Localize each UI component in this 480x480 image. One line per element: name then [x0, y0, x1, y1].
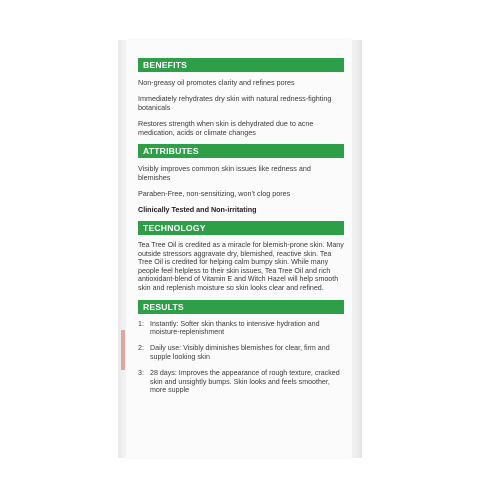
benefit-item: Immediately rehydrates dry skin with natural redness-fighting botanicals — [138, 94, 332, 112]
result-text: 28 days: Improves the appearance of rough texture, cracked skin and unsightly bumps. Skin looks and feels smoother, more supple — [150, 368, 340, 395]
benefit-item: Restores strength when skin is dehydrated due to acne medication, acids or climate changes — [138, 119, 314, 137]
benefit-item: Non-greasy oil promotes clarity and refines pores — [138, 78, 295, 87]
result-text: Instantly: Softer skin thanks to intensive hydration and moisture-replenishment — [150, 319, 320, 337]
result-number: 3: — [138, 368, 144, 377]
result-item — [138, 320, 344, 338]
technology-text: Tea Tree Oil is credited as a miracle for blemish-prone skin. Many outside stressors aggravate dry, blemished, reactive skin. Tea Tree Oil is credited for helping calm bumpy skin. While many people feel helpless to their skin issues, Tea Tree Oil and rich antioxidant-blend of Vitamin E and Witch Hazel will help smooth skin and replenish moisture so skin looks clear and refined. — [138, 241, 344, 292]
attributes-header: ATTRIBUTES — [138, 144, 344, 158]
result-item — [138, 344, 344, 362]
result-text: Daily use: Visibly diminishes blemishes for clear, firm and supple looking skin — [150, 344, 330, 361]
result-number: 2: — [138, 344, 144, 353]
benefits-header: BENEFITS — [138, 58, 344, 72]
attribute-item: Paraben-Free, non-sensitizing, won’t clog pores — [138, 189, 291, 198]
results-header: RESULTS — [138, 300, 344, 314]
box-left-side — [118, 40, 126, 458]
result-number: 1: — [138, 319, 144, 328]
box-red-edge — [121, 330, 125, 370]
attribute-emphasis: Clinically Tested and Non-irritating — [138, 205, 257, 214]
result-item — [138, 369, 344, 395]
technology-header: TECHNOLOGY — [138, 221, 344, 235]
product-info-content — [138, 58, 344, 402]
box-right-side — [352, 40, 362, 458]
attribute-item: Visibly improves common skin issues like redness and blemishes — [138, 164, 311, 182]
